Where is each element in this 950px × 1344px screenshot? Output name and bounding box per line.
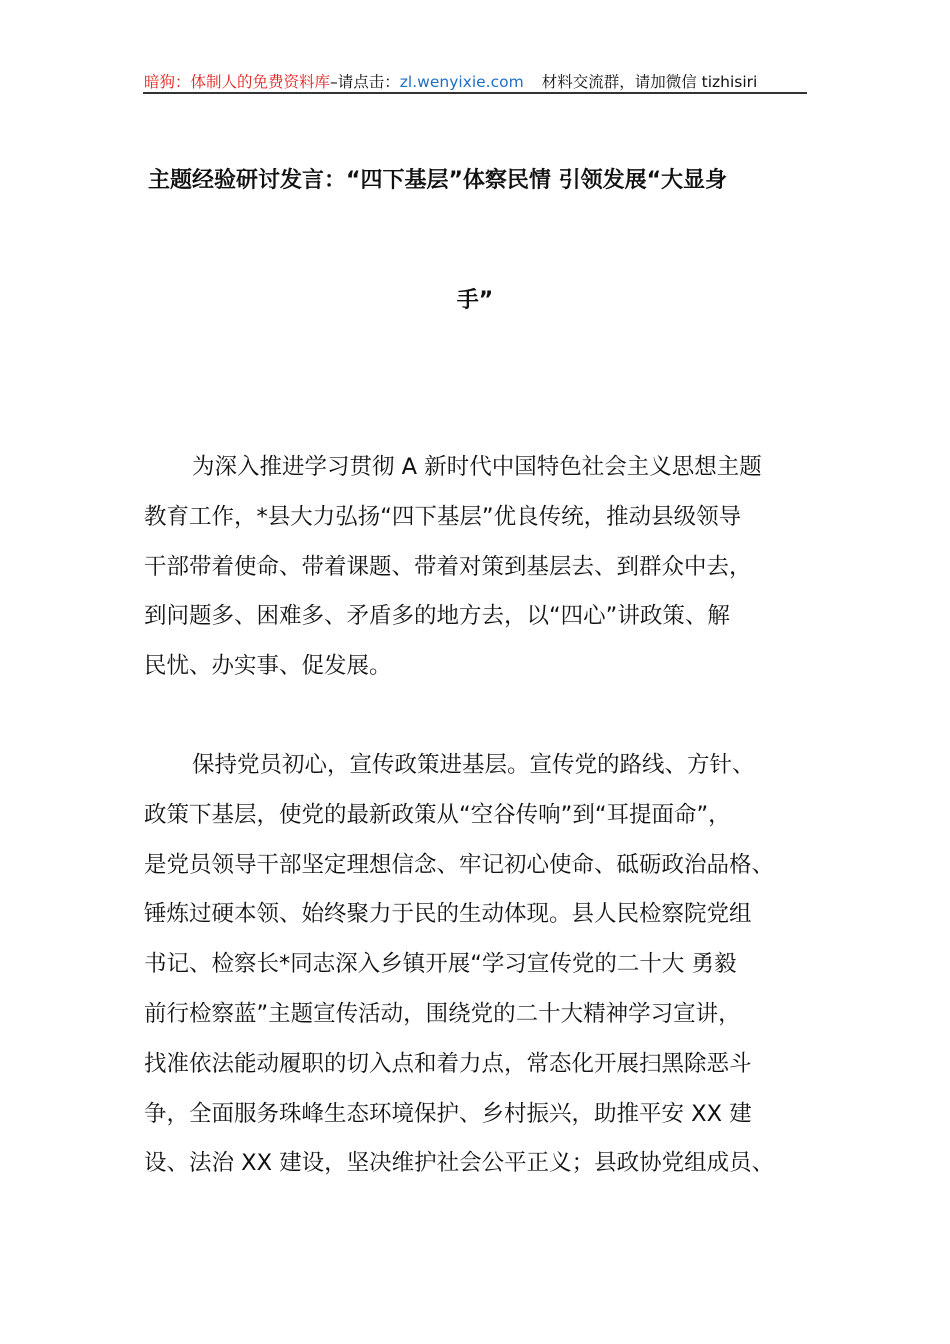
document-title-continued: 手” xyxy=(456,288,494,313)
paragraph-2 xyxy=(144,741,774,1189)
header-link[interactable]: zl.wenyixie.com xyxy=(399,73,524,91)
paragraph-line: 争，全面服务珠峰生态环境保护、乡村振兴，助推平安 XX 建 xyxy=(144,1100,752,1127)
paragraph-line: 到问题多、困难多、矛盾多的地方去，以“四心”讲政策、解 xyxy=(144,603,730,630)
paragraph-line: 书记、检察长*同志深入乡镇开展“学习宣传党的二十大 勇毅 xyxy=(144,951,737,978)
header-divider xyxy=(143,92,807,94)
paragraph-line: 教育工作，*县大力弘扬“四下基层”优良传统，推动县级领导 xyxy=(144,503,742,530)
header-click-prompt: –请点击： xyxy=(330,73,400,91)
header-site-name: 暗狗：体制人的免费资料库 xyxy=(144,73,331,91)
paragraph-line: 民忧、办实事、促发展。 xyxy=(144,653,392,680)
paragraph-line: 找准依法能动履职的切入点和着力点，常态化开展扫黑除恶斗 xyxy=(144,1050,752,1077)
document-title: 主题经验研讨发言：“四下基层”体察民情 引领发展“大显身 xyxy=(148,168,728,193)
header-wechat-note: 材料交流群，请加微信 tizhisiri xyxy=(541,73,758,91)
paragraph-1 xyxy=(144,443,762,692)
paragraph-line: 设、法治 XX 建设，坚决维护社会公平正义；县政协党组成员、 xyxy=(144,1150,775,1177)
paragraph-line: 政策下基层，使党的最新政策从“空谷传响”到“耳提面命”， xyxy=(144,801,731,828)
paragraph-line: 干部带着使命、带着课题、带着对策到基层去、到群众中去， xyxy=(144,553,752,580)
paragraph-line: 是党员领导干部坚定理想信念、牢记初心使命、砥砺政治品格、 xyxy=(144,851,775,878)
paragraph-line: 保持党员初心，宣传政策进基层。宣传党的路线、方针、 xyxy=(192,752,755,778)
page-header xyxy=(144,70,806,92)
paragraph-line: 锤炼过硬本领、始终聚力于民的生动体现。县人民检察院党组 xyxy=(144,901,752,928)
paragraph-line: 为深入推进学习贯彻 A 新时代中国特色社会主义思想主题 xyxy=(192,454,762,480)
paragraph-line: 前行检察蓝”主题宣传活动，围绕党的二十大精神学习宣讲， xyxy=(144,1000,741,1027)
